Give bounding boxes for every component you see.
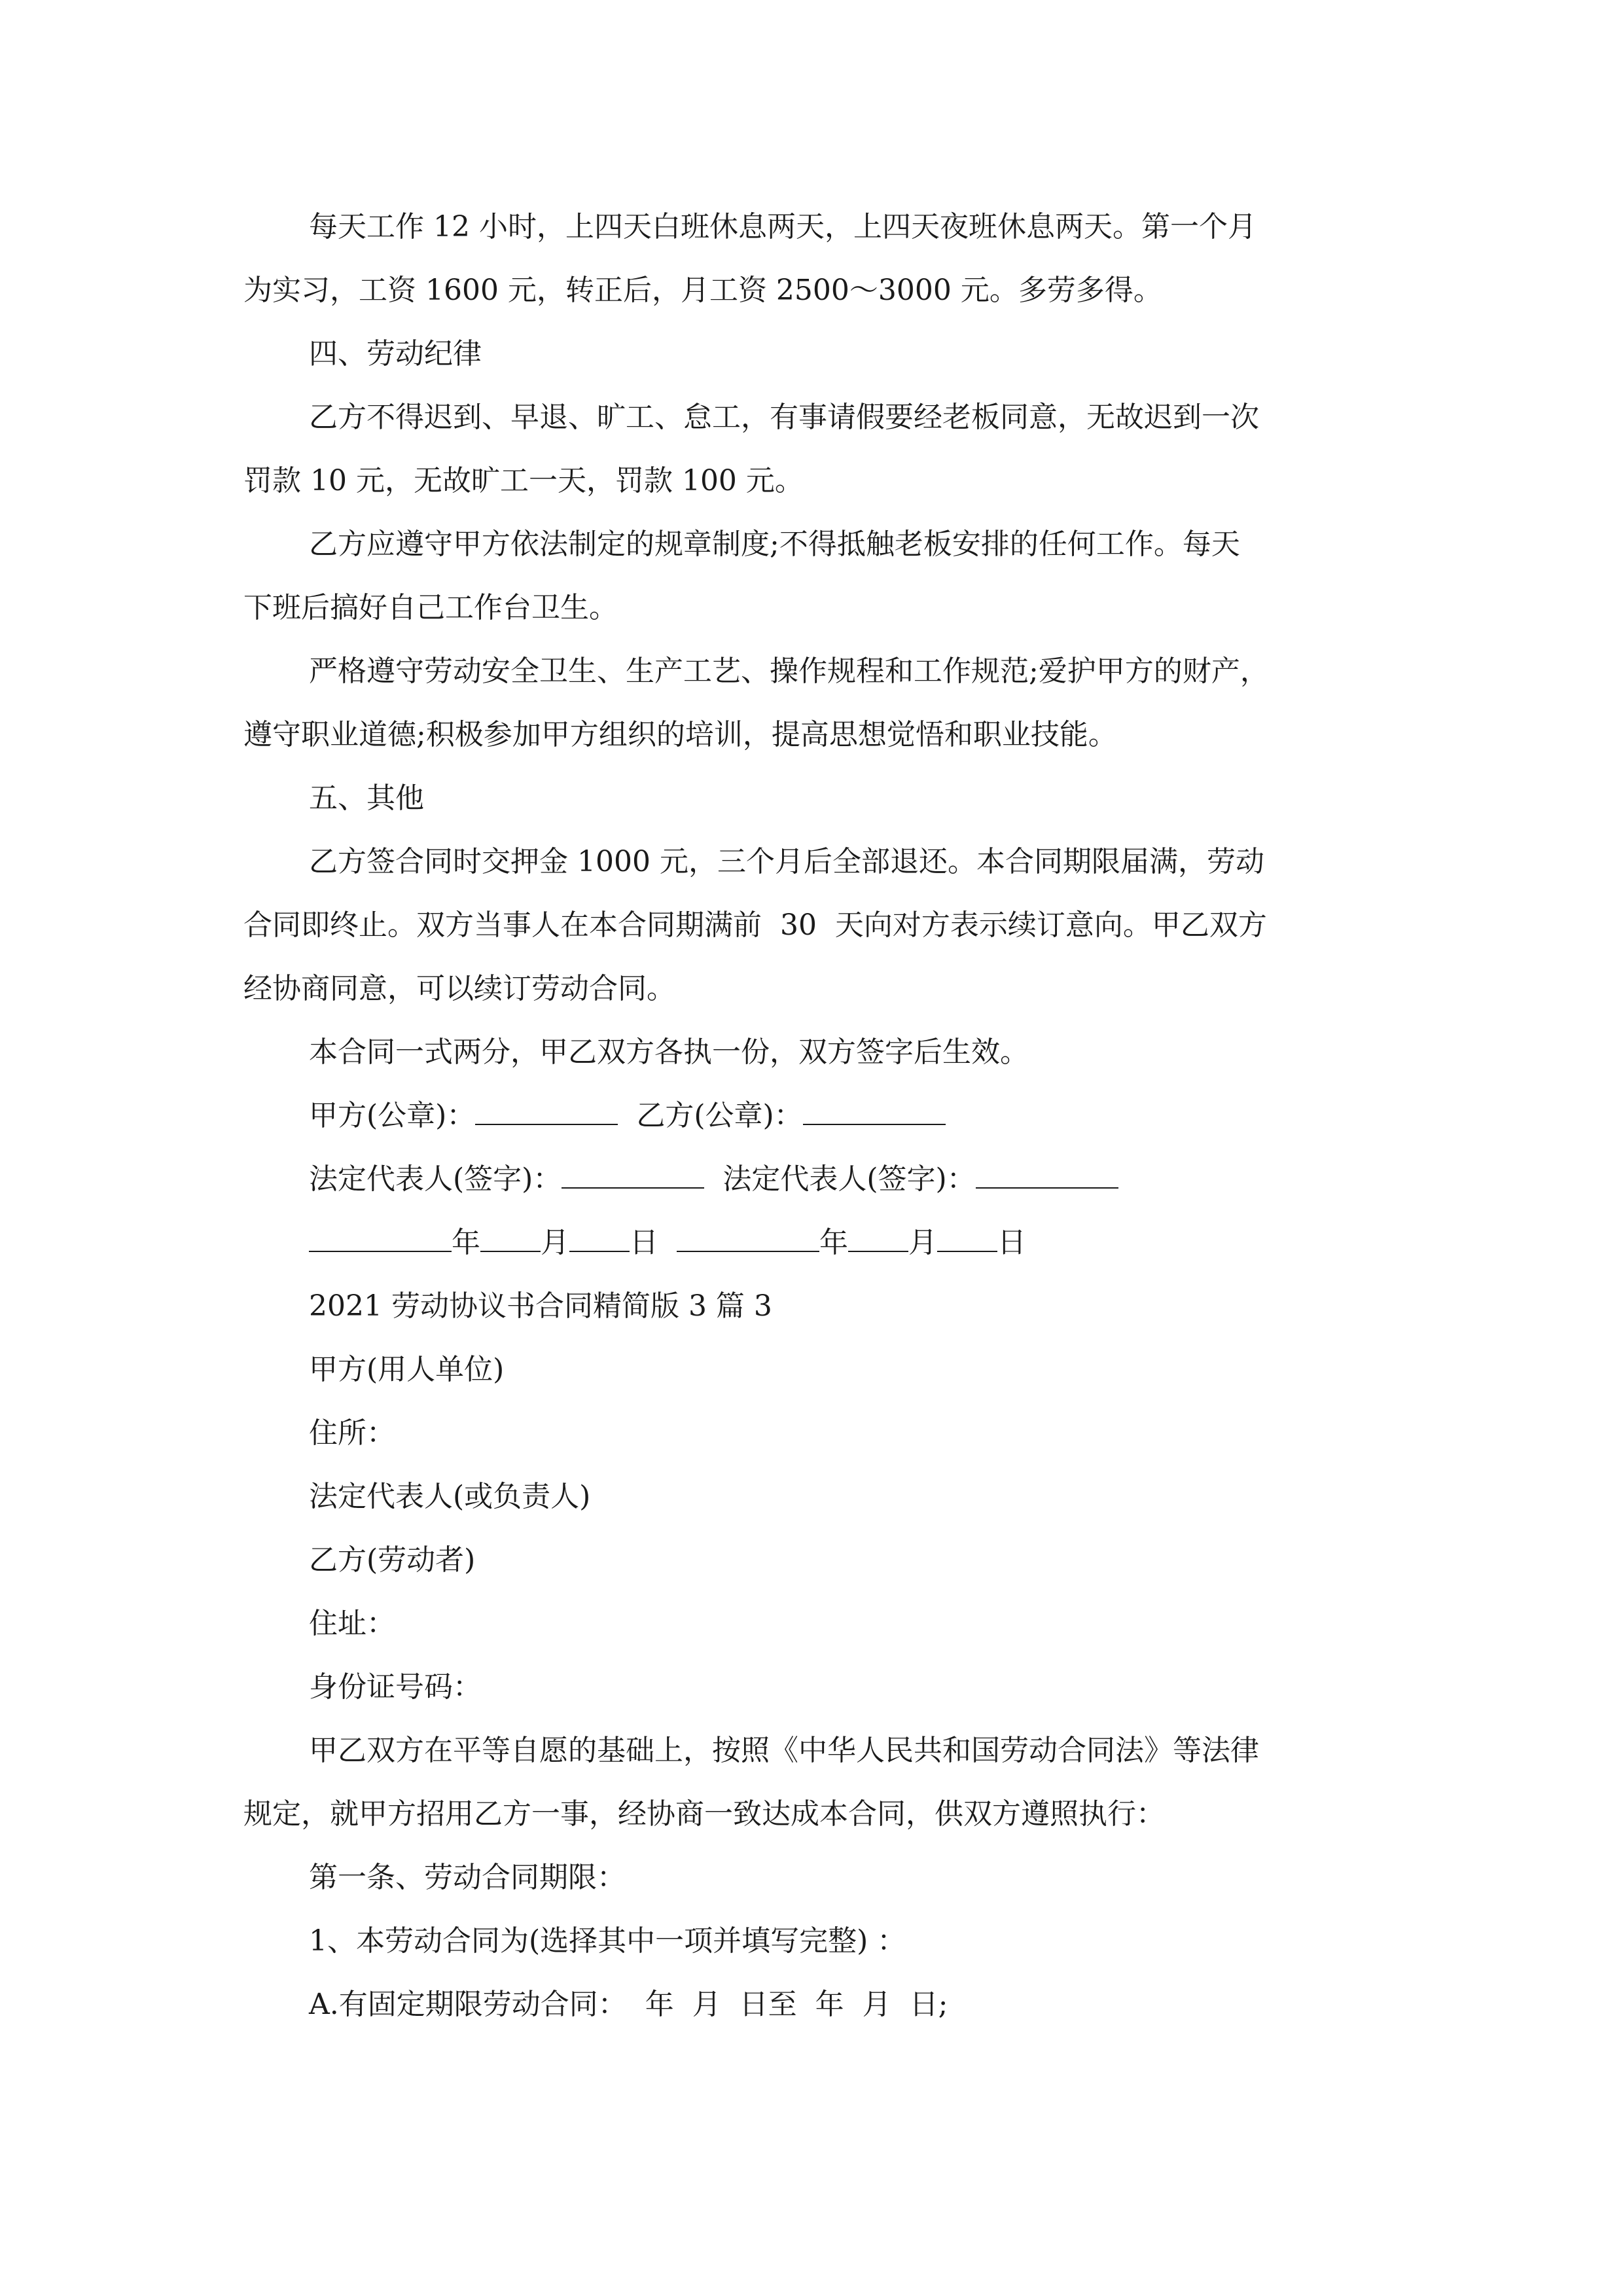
paragraph-rules-line1: 乙方应遵守甲方依法制定的规章制度;不得抵触老板安排的任何工作。每天 (309, 528, 1240, 561)
paragraph-safety-line1: 严格遵守劳动安全卫生、生产工艺、操作规程和工作规范;爱护甲方的财产， (309, 655, 1269, 688)
employee-label: 乙方(劳动者) (309, 1543, 476, 1577)
paragraph-work-hours-line2: 为实习，工资 1600 元，转正后，月工资 2500～3000 元。多劳多得。 (243, 274, 1162, 307)
date-b-year-blank (677, 1225, 819, 1252)
paragraph-rules-line2: 下班后搞好自己工作台卫生。 (243, 591, 618, 624)
paragraph-copies: 本合同一式两分，甲乙双方各执一份，双方签字后生效。 (309, 1035, 1029, 1069)
article1-heading: 第一条、劳动合同期限： (309, 1861, 626, 1894)
section-heading-other: 五、其他 (309, 781, 424, 815)
paragraph-lateness-line1: 乙方不得迟到、早退、旷工、怠工，有事请假要经老板同意，无故迟到一次 (309, 401, 1259, 434)
rep-a-label: 法定代表人(签字)： (309, 1162, 562, 1196)
party-b-seal-label: 乙方(公章)： (636, 1099, 803, 1132)
rep-b-blank (976, 1161, 1118, 1189)
residence-label: 住所： (309, 1416, 395, 1450)
date-b-day-label: 日 (997, 1226, 1026, 1259)
intro-line1: 甲乙双方在平等自愿的基础上，按照《中华人民共和国劳动合同法》等法律 (309, 1734, 1259, 1767)
id-number-label: 身份证号码： (309, 1670, 482, 1704)
date-a-month-blank (480, 1225, 541, 1252)
date-b-month-label: 月 (908, 1226, 937, 1259)
article1-item-a: A.有固定期限劳动合同： 年 月 日至 年 月 日; (309, 1988, 948, 2021)
signature-seal-line (243, 1084, 1382, 1147)
date-a-day-label: 日 (630, 1226, 658, 1259)
date-a-month-label: 月 (541, 1226, 569, 1259)
date-a-year-label: 年 (452, 1226, 480, 1259)
signature-rep-line (243, 1147, 1382, 1211)
intro-line2: 规定，就甲方招用乙方一事，经协商一致达成本合同，供双方遵照执行： (243, 1797, 1165, 1831)
party-a-seal-label: 甲方(公章)： (309, 1099, 476, 1132)
paragraph-safety-line2: 遵守职业道德;积极参加甲方组织的培训，提高思想觉悟和职业技能。 (243, 718, 1117, 751)
section-heading-discipline: 四、劳动纪律 (309, 337, 482, 370)
paragraph-deposit-line3: 经协商同意，可以续订劳动合同。 (243, 972, 675, 1005)
paragraph-work-hours-line1: 每天工作 12 小时，上四天白班休息两天，上四天夜班休息两天。第一个月 (309, 210, 1257, 243)
employer-label: 甲方(用人单位) (309, 1353, 505, 1386)
rep-b-label: 法定代表人(签字)： (722, 1162, 976, 1196)
legal-rep-label: 法定代表人(或负责人) (309, 1480, 591, 1513)
date-b-year-label: 年 (819, 1226, 848, 1259)
address-label: 住址： (309, 1607, 395, 1640)
article1-item1: 1、本劳动合同为(选择其中一项并填写完整) ： (309, 1924, 906, 1958)
party-a-seal-blank (475, 1098, 618, 1125)
paragraph-lateness-line2: 罚款 10 元，无故旷工一天，罚款 100 元。 (243, 464, 804, 497)
date-b-day-blank (937, 1225, 997, 1252)
party-b-seal-blank (803, 1098, 946, 1125)
signature-date-line (243, 1211, 1382, 1274)
paragraph-deposit-line1: 乙方签合同时交押金 1000 元，三个月后全部退还。本合同期限届满，劳动 (309, 845, 1264, 878)
document-body (243, 195, 1382, 2036)
date-a-year-blank (309, 1225, 452, 1252)
paragraph-deposit-line2: 合同即终止。双方当事人在本合同期满前 30 天向对方表示续订意向。甲乙双方 (243, 908, 1267, 942)
date-b-month-blank (848, 1225, 908, 1252)
date-a-day-blank (569, 1225, 630, 1252)
rep-a-blank (562, 1161, 704, 1189)
section-title: 2021 劳动协议书合同精简版 3 篇 3 (309, 1289, 772, 1323)
